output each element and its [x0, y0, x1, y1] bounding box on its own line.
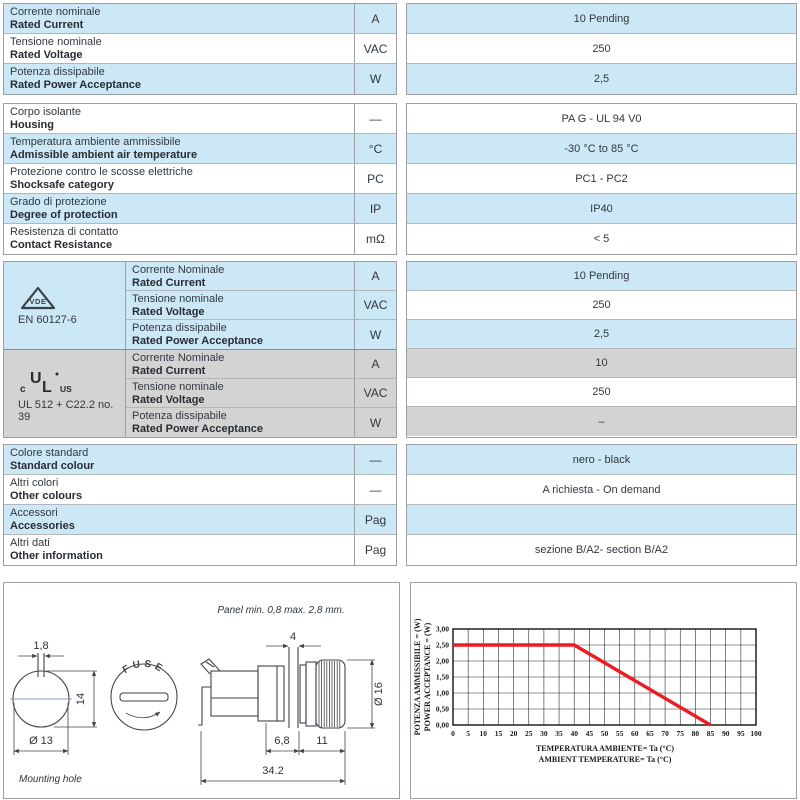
chart-tick-label: 10 — [479, 729, 488, 738]
approvals-values — [406, 261, 797, 438]
spec-label — [126, 320, 354, 349]
chart-tick-label: 45 — [585, 729, 594, 738]
spec-label-en: Other information — [10, 550, 103, 562]
spec-label — [4, 4, 354, 33]
spec-unit: — — [354, 445, 396, 474]
rotate-arrow — [126, 712, 160, 718]
spec-label — [4, 104, 354, 133]
spec-label — [4, 505, 354, 534]
knurl-texture — [319, 661, 340, 727]
spec-unit: W — [354, 408, 396, 437]
spec-value: IP40 — [407, 194, 796, 224]
spec-value: 10 Pending — [407, 4, 796, 34]
spec-label-it: Temperatura ambiente ammissibile — [10, 136, 181, 148]
dim-cap-diameter: Ø 16 — [373, 682, 385, 706]
spec-table-other — [3, 444, 397, 566]
spec-unit: °C — [354, 134, 396, 163]
spec-table-ratings — [3, 3, 397, 95]
approval-logo-cell — [4, 262, 126, 349]
spec-label-en: Standard colour — [10, 460, 95, 472]
approval-rows — [126, 350, 396, 437]
spec-row — [126, 291, 396, 320]
spec-row — [126, 320, 396, 349]
fuse-holder-side-view — [198, 605, 385, 785]
spec-label-en: Rated Voltage — [132, 394, 205, 406]
vde-logo — [18, 285, 58, 311]
spec-unit: PC — [354, 164, 396, 193]
spec-label-en: Rated Power Acceptance — [10, 79, 142, 91]
spec-value: < 5 — [407, 224, 796, 254]
spec-value: 250 — [407, 34, 796, 64]
spec-label-it: Tensione nominale — [132, 381, 224, 393]
spec-label-it: Colore standard — [10, 447, 89, 459]
spec-value: 2,5 — [407, 320, 796, 349]
chart-tick-label: 30 — [540, 729, 548, 738]
chart-xlabel-en: AMBIENT TEMPERATURE= Ta (°C) — [538, 755, 672, 764]
chart-tick-label: 1,00 — [435, 688, 449, 698]
spec-value — [407, 505, 796, 535]
spec-section-physical — [3, 103, 797, 255]
spec-unit: IP — [354, 194, 396, 223]
nut — [306, 662, 316, 726]
spec-unit: Pag — [354, 535, 396, 565]
spec-label-it: Tensione nominale — [10, 36, 102, 48]
spec-label-en: Rated Voltage — [10, 49, 83, 61]
mounting-hole-view — [10, 640, 97, 785]
chart-tick-label: 20 — [509, 729, 518, 738]
series-power-derating — [453, 645, 711, 725]
spec-row — [126, 408, 396, 437]
spec-label-en: Housing — [10, 119, 54, 131]
chart-x-ticks — [451, 729, 762, 738]
spec-label-it: Resistenza di contatto — [10, 226, 119, 238]
side-terminal — [198, 687, 211, 725]
dim-nut-cap-length: 11 — [316, 735, 328, 747]
spec-row — [4, 475, 396, 505]
svg-text:VDE: VDE — [29, 297, 47, 306]
dim-hole-diameter: Ø 13 — [29, 735, 53, 747]
spec-unit: A — [354, 350, 396, 378]
spec-label-it: Potenza dissipabile — [10, 66, 105, 78]
spec-section-other — [3, 444, 797, 566]
spec-label-it: Corpo isolante — [10, 106, 81, 118]
spec-unit: — — [354, 475, 396, 504]
spec-label-it: Potenza dissipabile — [132, 410, 227, 422]
spec-value: -30 °C to 85 °C — [407, 134, 796, 164]
spec-label-en: Rated Power Acceptance — [132, 335, 264, 347]
spec-values-other — [406, 444, 797, 566]
chart-tick-label: 75 — [676, 729, 684, 738]
spec-unit: mΩ — [354, 224, 396, 254]
spec-unit: A — [354, 4, 396, 33]
chart-tick-label: 90 — [721, 729, 730, 738]
chart-tick-label: 50 — [600, 729, 609, 738]
spec-unit: VAC — [354, 379, 396, 407]
svg-text:U: U — [30, 370, 42, 387]
chart-tick-label: 25 — [525, 729, 533, 738]
dim-flange-to-panel: 6,8 — [274, 735, 290, 747]
spec-section-ratings — [3, 3, 797, 95]
spec-row — [4, 104, 396, 134]
spec-label — [126, 350, 354, 378]
spec-values-ratings — [406, 3, 797, 95]
spec-value: 250 — [407, 378, 796, 407]
spec-label — [4, 164, 354, 193]
spec-label-en: Shocksafe category — [10, 179, 114, 191]
mounting-hole-caption: Mounting hole — [19, 774, 82, 785]
spec-row — [4, 224, 396, 254]
chart-tick-label: 95 — [737, 729, 745, 738]
spec-row — [4, 164, 396, 194]
technical-drawing-panel — [3, 582, 400, 799]
svg-text:US: US — [60, 384, 72, 394]
technical-drawing — [4, 583, 399, 796]
chart-tick-label: 0,50 — [435, 704, 449, 714]
spec-values-physical — [406, 103, 797, 255]
spec-label — [126, 291, 354, 319]
knurled-cap — [316, 660, 345, 728]
spec-label-en: Contact Resistance — [10, 239, 113, 251]
dim-keyway-width: 1,8 — [33, 640, 49, 652]
chart-tick-label: 60 — [631, 729, 639, 738]
spec-label — [4, 535, 354, 565]
approvals-table — [3, 261, 397, 438]
spec-value: 250 — [407, 291, 796, 320]
chart-tick-label: 55 — [615, 729, 624, 738]
ul-logo — [18, 364, 82, 396]
spec-value: 10 — [407, 349, 796, 378]
approval-standard: EN 60127-6 — [18, 314, 77, 326]
chart-series — [453, 645, 711, 725]
approval-group-ul — [4, 349, 396, 437]
spec-label — [126, 408, 354, 437]
chart-xlabel-it: TEMPERATURA AMBIENTE= Ta (°C) — [535, 744, 675, 753]
spec-unit: VAC — [354, 291, 396, 319]
spec-unit: Pag — [354, 505, 396, 534]
spec-label-en: Rated Voltage — [132, 306, 205, 318]
svg-text:L: L — [42, 379, 52, 396]
chart-tick-label: 0 — [451, 729, 455, 738]
spec-label-en: Degree of protection — [10, 209, 118, 221]
chart-tick-label: 35 — [555, 729, 563, 738]
spec-row — [4, 194, 396, 224]
spec-label — [4, 34, 354, 63]
dim-panel-thickness: 4 — [289, 631, 297, 643]
spec-row — [4, 4, 396, 34]
spec-label — [4, 445, 354, 474]
spec-label-it: Protezione contro le scosse elettriche — [10, 166, 193, 178]
spec-label-it: Potenza dissipabile — [132, 322, 227, 334]
spec-row — [126, 262, 396, 291]
spec-label-en: Admissible ambient air temperature — [10, 149, 198, 161]
holder-flange — [258, 666, 284, 721]
chart-tick-label: 85 — [706, 729, 715, 738]
spec-row — [126, 379, 396, 408]
spec-value: 2,5 — [407, 64, 796, 94]
spec-row — [4, 535, 396, 565]
spec-label-it: Grado di protezione — [10, 196, 107, 208]
spec-label-it: Accessori — [10, 507, 58, 519]
fuse-cap-view — [111, 659, 177, 730]
spec-label-en: Rated Current — [10, 19, 84, 31]
spec-label — [4, 475, 354, 504]
approval-standard: UL 512 + C22.2 no. 39 — [18, 399, 114, 423]
fuse-cap-label: FUSE — [120, 658, 167, 676]
spec-label-it: Altri dati — [10, 537, 50, 549]
approval-rows — [126, 262, 396, 349]
spec-label-en: Rated Power Acceptance — [132, 423, 264, 435]
spec-value: – — [407, 407, 796, 436]
chart-tick-label: 65 — [646, 729, 654, 738]
spec-label — [4, 224, 354, 254]
spec-label — [4, 134, 354, 163]
spec-value: PA G - UL 94 V0 — [407, 104, 796, 134]
washer — [300, 665, 306, 723]
spec-value: A richiesta - On demand — [407, 475, 796, 505]
chart-tick-label: 2,50 — [435, 640, 449, 650]
chart-tick-label: 70 — [661, 729, 669, 738]
spec-label — [126, 262, 354, 290]
spec-label-en: Accessories — [10, 520, 75, 532]
chart-tick-label: 0,00 — [435, 720, 449, 730]
spec-unit: A — [354, 262, 396, 290]
spec-unit: VAC — [354, 34, 396, 63]
spec-row — [4, 64, 396, 94]
spec-row — [4, 134, 396, 164]
spec-unit: — — [354, 104, 396, 133]
chart-ylabel-it: POTENZA AMMISSIBILE = (W) — [413, 618, 422, 736]
chart-tick-label: 40 — [570, 729, 578, 738]
chart-tick-label: 80 — [691, 729, 700, 738]
spec-label-it: Tensione nominale — [132, 293, 224, 305]
spec-row — [4, 34, 396, 64]
approvals-section — [3, 261, 797, 438]
chart-tick-label: 15 — [494, 729, 503, 738]
spec-label — [126, 379, 354, 407]
bottom-section — [3, 582, 797, 799]
approval-group-vde — [4, 262, 396, 349]
spec-value: sezione B/A2- section B/A2 — [407, 535, 796, 565]
chart-y-ticks — [436, 625, 449, 730]
spec-unit: W — [354, 64, 396, 94]
spec-label-it: Corrente Nominale — [132, 264, 225, 276]
spec-row — [4, 505, 396, 535]
spec-label-it: Corrente nominale — [10, 6, 101, 18]
spec-label-en: Rated Current — [132, 365, 206, 377]
dim-overall-length: 34.2 — [262, 765, 284, 777]
spec-label — [4, 64, 354, 94]
holder-body — [211, 671, 258, 716]
chart-tick-label: 2,00 — [435, 656, 449, 666]
dim-hole-height: 14 — [75, 692, 87, 706]
spec-value: PC1 - PC2 — [407, 164, 796, 194]
derating-chart-panel — [410, 582, 797, 799]
chart-tick-label: 1,50 — [435, 672, 449, 682]
chart-tick-label: 3,00 — [435, 624, 449, 634]
approval-logo-cell — [4, 350, 126, 437]
spec-label-en: Other colours — [10, 490, 83, 502]
chart-tick-label: 5 — [466, 729, 471, 738]
spec-label-en: Rated Current — [132, 277, 206, 289]
spec-table-physical — [3, 103, 397, 255]
spec-value: 10 Pending — [407, 262, 796, 291]
spec-row — [4, 445, 396, 475]
chart-ylabel-en: POWER ACCEPTANCE = (W) — [423, 622, 432, 732]
spec-value: nero - black — [407, 445, 796, 475]
svg-text:c: c — [20, 384, 26, 395]
chart-tick-label: 100 — [750, 729, 762, 738]
spec-label-it: Altri colori — [10, 477, 59, 489]
spec-unit: W — [354, 320, 396, 349]
spec-label — [4, 194, 354, 223]
spec-label-it: Corrente Nominale — [132, 352, 225, 364]
derating-chart — [411, 583, 774, 796]
spec-row — [126, 350, 396, 379]
panel-thickness-note: Panel min. 0,8 max. 2,8 mm. — [217, 605, 345, 616]
